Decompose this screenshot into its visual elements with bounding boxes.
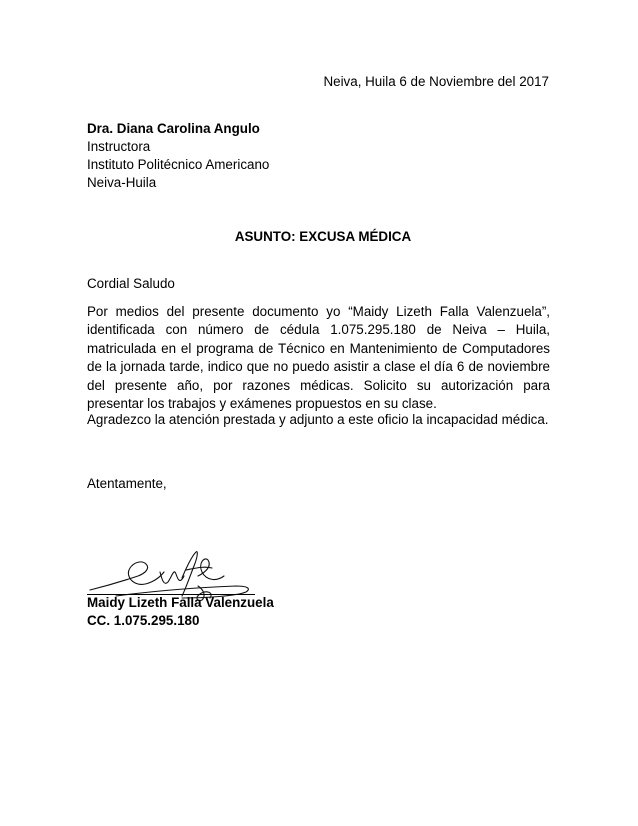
recipient-city: Neiva-Huila [87,175,157,190]
letter-closing: Atentamente, [87,476,167,491]
letter-greeting: Cordial Saludo [87,276,175,291]
recipient-block [87,120,269,192]
signer-id: CC. 1.075.295.180 [87,613,200,628]
letter-thanks: Agradezco la atención prestada y adjunto a este oficio la incapacidad médica. [87,412,549,427]
letter-subject: ASUNTO: EXCUSA MÉDICA [234,229,412,244]
signer-block [87,594,274,630]
recipient-name: Dra. Diana Carolina Angulo [87,121,260,136]
recipient-role: Instructora [87,139,151,154]
letter-date: Neiva, Huila 6 de Noviembre del 2017 [323,74,549,89]
recipient-institution: Instituto Politécnico Americano [87,157,270,172]
letter-body: Por medios del presente documento yo “Maidy Lizeth Falla Valenzuela”, identificada con número de cédula 1.075.295.180 de Neiva – Huila, matriculada en el programa de Técnico en Mantenimiento de Computadores de la jornada tarde, indico que no puedo asistir a clase el día 6 de noviembre del presente año, por razones médicas. Solicito su autorización para presentar los trabajos y exámenes propuestos en su clase. [87,304,550,412]
signer-name: Maidy Lizeth Falla Valenzuela [87,595,274,610]
